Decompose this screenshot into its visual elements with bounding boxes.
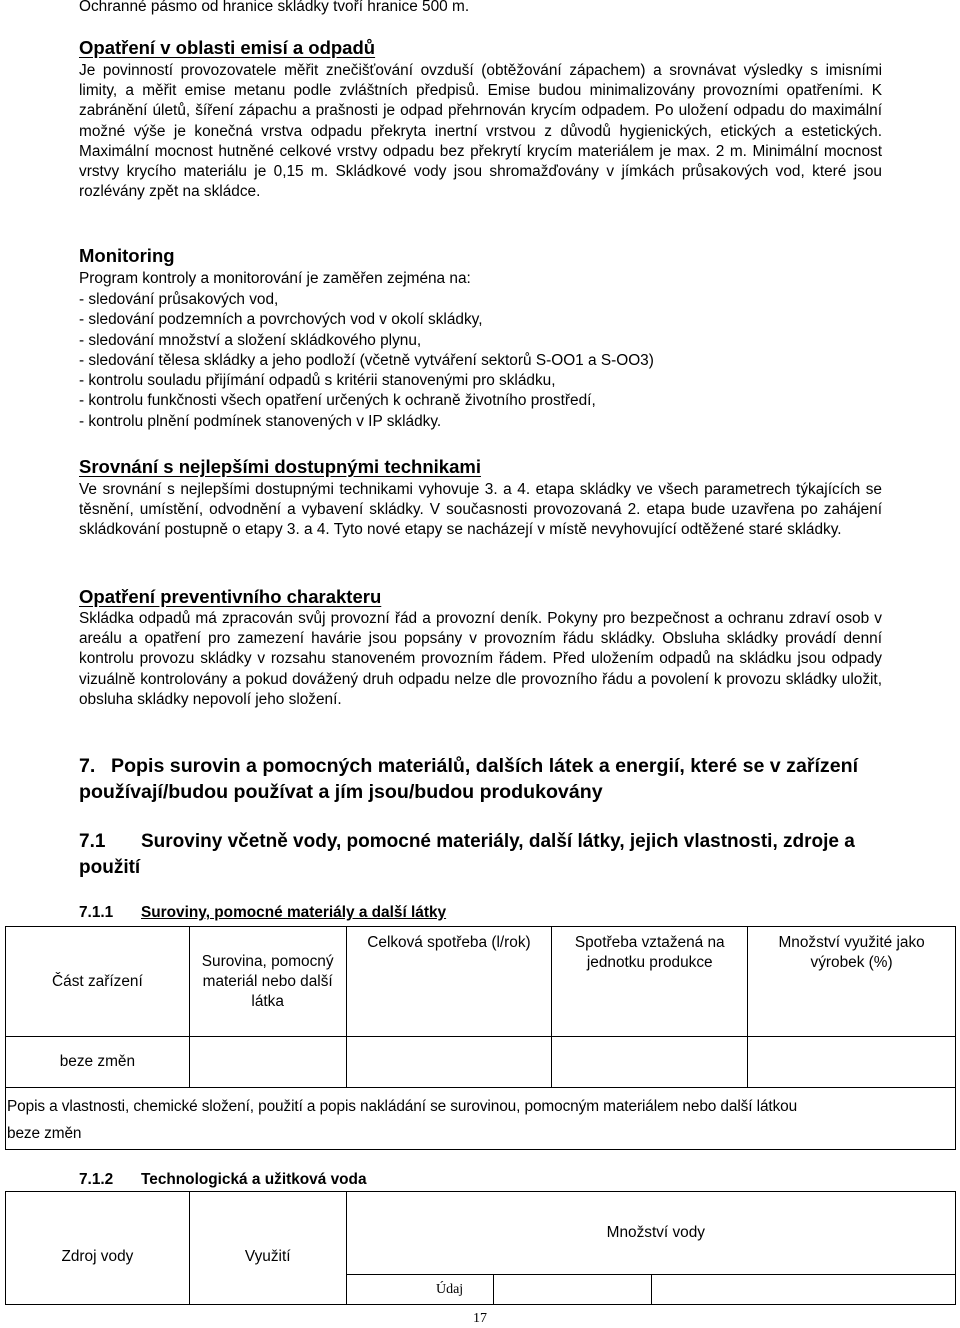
list-item: - sledování průsakových vod, [79,291,279,308]
paragraph-bat: Ve srovnání s nejlepšími dostupnými technikami vyhovuje 3. a 4. etapa skládky ve všech parametrech týkajících se těsnění, umístění, odvodnění a vybavení skládky. V současnosti provozovaná 2. etapa bude uzavřena po zahájení skládkování postupně o etapy 3. a 4. Tyto nové etapy se nacházejí v místě nevyhovující odtěžené staré skládky. [79,481,882,539]
table-cell [552,1037,748,1088]
table-row [6,1192,956,1275]
table-header-cell: Spotřeba vztažená na jednotku produkce [552,927,748,1037]
water-table [5,1191,956,1305]
table-cell [6,1088,956,1150]
table-sub-header-cell: Údaj [346,1275,493,1305]
table-header-cell: Využití [189,1192,346,1305]
monitoring-list [79,290,882,432]
heading-monitoring: Monitoring [79,245,175,266]
table-header-cell: Celková spotřeba (l/rok) [346,927,552,1037]
section-7-1-2-heading [79,1171,367,1189]
table-cell [493,1275,652,1305]
section-number: 7.1 [79,831,106,852]
section-number: 7. [79,755,96,777]
table-cell: beze změn [6,1037,190,1088]
section-7-1-heading [79,829,879,881]
table-cell [189,1037,346,1088]
list-item: - sledování podzemních a povrchových vod v okolí skládky, [79,311,483,329]
section-title: Popis surovin a pomocných materiálů, dalších látek a energií, které se v zařízení používají/budou používat a jím jsou/budou produkovány [79,755,859,803]
list-item: - kontrolu funkčnosti všech opatření určených k ochraně životního prostředí, [79,392,596,410]
intro-line: Ochranné pásmo od hranice skládky tvoří hranice 500 m. [79,0,470,15]
table-header-cell: Surovina, pomocný materiál nebo další látka [189,927,346,1037]
monitoring-intro: Program kontroly a monitorování je zaměřen zejména na: [79,270,471,287]
table-header-cell: Zdroj vody [6,1192,190,1305]
section-7-1-1-heading [79,904,446,922]
list-item: - sledování množství a složení skládkového plynu, [79,331,422,349]
list-item: - kontrolu souladu přijímání odpadů s kritérii stanovenými pro skládku, [79,372,556,390]
table-header-cell: Množství využité jako výrobek (%) [748,927,956,1037]
table-header-cell: Část zařízení [6,927,190,1037]
table-header-cell: Množství vody [346,1192,955,1275]
table-cell [346,1037,552,1088]
section-title: Suroviny včetně vody, pomocné materiály, další látky, jejich vlastnosti, zdroje a použití [79,831,855,878]
section-number: 7.1.1 [79,904,114,921]
section-7-heading [79,753,879,805]
heading-emissions: Opatření v oblasti emisí a odpadů [79,37,376,58]
table-row [6,1088,956,1150]
heading-bat: Srovnání s nejlepšími dostupnými technikami [79,456,481,477]
section-number: 7.1.2 [79,1171,114,1188]
section-title: Technologická a užitková voda [141,1171,367,1188]
list-item: - kontrolu plnění podmínek stanovených v IP skládky. [79,412,442,430]
list-item: - sledování tělesa skládky a jeho podloží (včetně vytváření sektorů S-OO1 a S-OO3) [79,351,654,369]
table-cell [652,1275,956,1305]
paragraph-emissions: Je povinností provozovatele měřit znečišťování ovzduší (obtěžování zápachem) a srovnávat výsledky s imisními limity, a měřit emise metanu podle zvláštních předpisů. Emise budou minimalizovány provozními opatřeními. K zabránění úletů, šíření zápachu a prašnosti je odpad přehrnován krycím odpadem. Po uložení odpadu do maximální možné výše je konečná vrstva odpadu překryta inertní vrstvou z důvodů hygienických, etických a estetických. Maximální mocnost hutněné celkové vrstvy odpadu bez překrytí krycím materiálem je max. 2 m. Minimální mocnost vrstvy krycího materiálu je 0,15 m. Skládkové vody jsou shromažďovány v jímkách průsakových vod, které jsou rozlévány zpět na skládce. [79,62,882,201]
paragraph-preventive: Skládka odpadů má zpracován svůj provozní řád a provozní deník. Pokyny pro bezpečnost a ochranu zdraví osob v areálu a opatření pro zamezení havárie jsou popsány v provozním řádu skládky. Obsluha skládky provádí denní kontrolu provozu skládky v rozsahu stanoveném provozním řádem. Před uložením odpadů na skládku jsou odpady vizuálně kontrolovány a pokud dovážený druh odpadu nelze dle provozního řádu a povolení k provozu skládky uložit, obsluha skládky nepovolí jeho složení. [79,610,882,708]
table-cell [748,1037,956,1088]
section-title: Suroviny, pomocné materiály a další látky [141,904,447,921]
table-row [6,927,956,1037]
heading-preventive: Opatření preventivního charakteru [79,586,382,607]
page-number: 17 [473,1311,487,1326]
table-row [6,1037,956,1088]
properties-value: beze změn [7,1125,82,1142]
properties-header: Popis a vlastnosti, chemické složení, použití a popis nakládání se surovinou, pomocným materiálem nebo další látkou [7,1098,798,1115]
materials-table [5,926,956,1150]
